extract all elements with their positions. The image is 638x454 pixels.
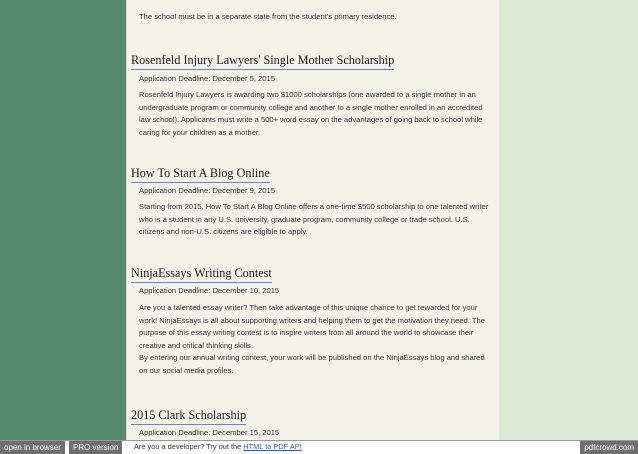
scholarship-description: Starting from 2015, How To Start A Blog Online offers a one-time $500 scholarship to one talented writer who is a student in any U.S. university, graduate program, community college or trade school. U.S. citizens and non-U.S. citizens are eligible to apply. [139,202,489,237]
scholarship-deadline: Application Deadline: December 10, 2015 [139,286,280,295]
scholarship-description: Rosenfeld Injury Lawyers is awarding two $1000 scholarships (one awarded to a single mother in an undergraduate program or community college and another to a single mother enrolled in an accredited law school). Applicants must write a 500+ word essay on the advantages of going back to school while caring for your children as a mother. [139,90,483,137]
open-in-browser-button[interactable]: open in browser [0,441,65,454]
html-to-pdf-api-link[interactable]: HTML to PDF API [243,442,302,451]
pdf-footer-bar [0,440,638,454]
scholarship-title-rosenfeld[interactable]: Rosenfeld Injury Lawyers' Single Mother Scholarship [131,53,394,70]
promo-text: Are you a developer? Try out the [134,442,242,451]
scholarship-deadline: Application Deadline: December 9, 2015 [139,186,275,195]
scholarship-deadline: Application Deadline: December 5, 2015 [139,74,275,83]
scholarship-description: By entering our annual writing contest, your work will be published on the NinjaEssays blog and shared on our social media profiles. [139,353,485,375]
scholarship-description: Are you a talented essay writer? Then take advantage of this unique chance to get rewarded for your work! NinjaEssays is all about supporting writers and helping them to get the motivation they need. The purpose of this essay writing contest is to inspire writers from all around the world to showcase their creative and critical thinking skills. [139,303,485,350]
left-sidebar [0,0,126,453]
footer-promo [134,441,302,453]
scholarship-deadline: Application Deadline: December 15, 2015 [139,428,280,437]
right-sidebar [499,0,638,453]
scholarship-title-ninjaessays[interactable]: NinjaEssays Writing Contest [131,266,272,283]
intro-text: The school must be in a separate state from the student's primary residence. [139,12,397,21]
scholarship-title-clark[interactable]: 2015 Clark Scholarship [131,408,246,425]
pdfcrowd-brand-link[interactable]: pdfcrowd.com [580,441,638,454]
pro-version-button[interactable]: PRO version [69,441,122,454]
scholarship-title-blog[interactable]: How To Start A Blog Online [131,166,270,183]
